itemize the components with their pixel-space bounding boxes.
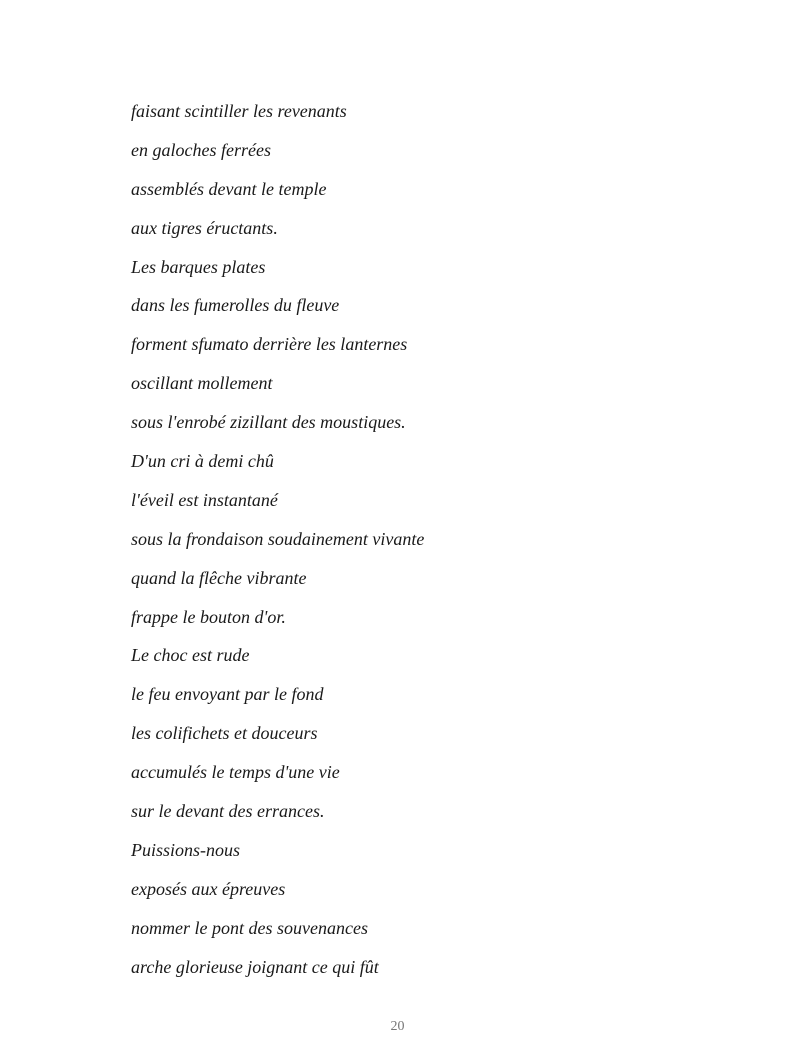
- poem-line: sous l'enrobé zizillant des moustiques.: [131, 412, 406, 433]
- page-number: 20: [390, 1019, 405, 1034]
- poem-line: oscillant mollement: [131, 373, 273, 394]
- poem-line: sous la frondaison soudainement vivante: [131, 528, 425, 549]
- poem-line: nommer le pont des souvenances: [131, 917, 368, 938]
- poem-line: le feu envoyant par le fond: [131, 684, 324, 705]
- poem-line: Le choc est rude: [131, 645, 250, 666]
- poem-body: [131, 98, 424, 992]
- poem-line: sur le devant des errances.: [131, 801, 325, 822]
- poem-line: D'un cri à demi chû: [131, 451, 274, 472]
- poem-line: frappe le bouton d'or.: [131, 606, 286, 627]
- poem-line: l'éveil est instantané: [131, 489, 278, 510]
- poem-line: aux tigres éructants.: [131, 217, 278, 238]
- poem-line: exposés aux épreuves: [131, 878, 286, 899]
- poem-line: accumulés le temps d'une vie: [131, 762, 340, 783]
- poem-line: assemblés devant le temple: [131, 178, 327, 199]
- poem-line: faisant scintiller les revenants: [131, 101, 347, 121]
- poem-line: Les barques plates: [131, 256, 266, 277]
- poem-line: les colifichets et douceurs: [131, 723, 318, 744]
- poem-line: dans les fumerolles du fleuve: [131, 295, 340, 316]
- poem-line: Puissions-nous: [131, 839, 241, 860]
- poem-line: forment sfumato derrière les lanternes: [131, 334, 408, 355]
- poem-line: quand la flêche vibrante: [131, 567, 307, 588]
- poem-line: en galoches ferrées: [131, 139, 271, 160]
- poem-line: arche glorieuse joignant ce qui fût: [131, 956, 379, 977]
